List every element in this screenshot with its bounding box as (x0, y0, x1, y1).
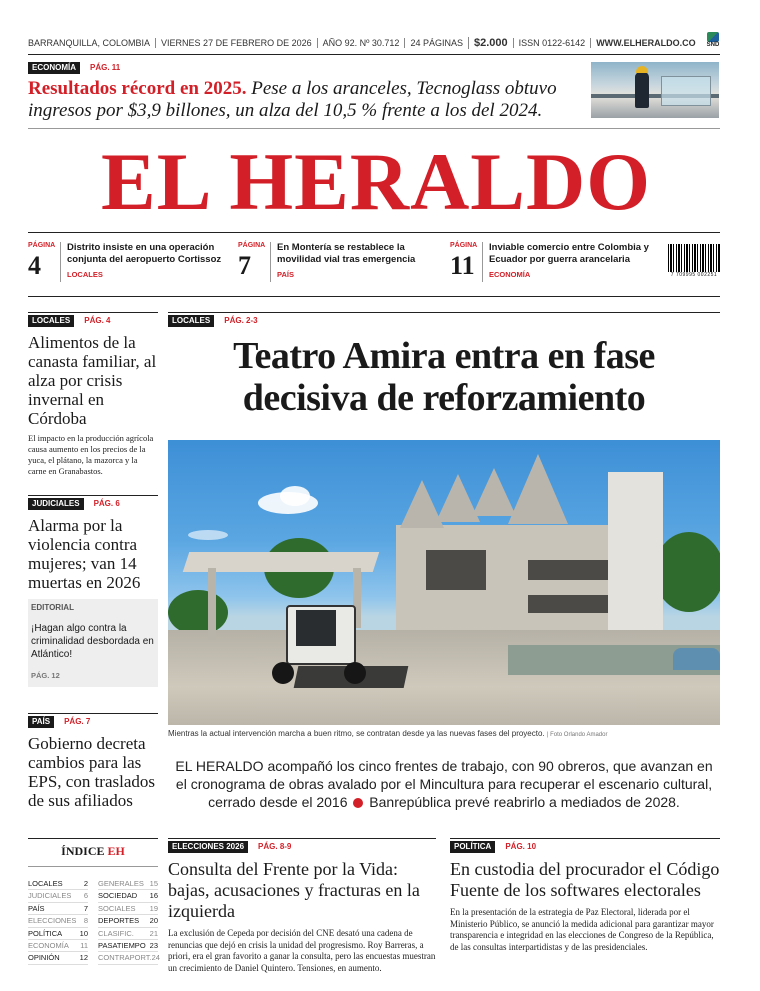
index-entry[interactable]: GENERALES 15 (98, 878, 158, 890)
page-ref[interactable]: PÁG. 7 (64, 717, 91, 726)
index-entry[interactable]: POLÍTICA 10 (28, 928, 88, 940)
story-summary: El impacto en la producción agrícola causa aumento en los precios de la yuca, el plátano, la mazorca y la carne en Granabastos. (28, 433, 154, 476)
section-tag: ECONOMÍA (28, 62, 80, 74)
section-tag: JUDICIALES (28, 498, 84, 510)
section-tag: LOCALES (28, 315, 74, 327)
index-text: En Montería se restablece la movilidad vial tras emergencia (277, 242, 416, 265)
index-section: LOCALES (67, 270, 103, 279)
price: $2.000 (468, 37, 513, 49)
story-summary: La exclusión de Cepeda por decisión del CNE desató una cadena de renuncias que dejó en crisis la unidad del progresismo. Roy Barreras, a priori, era el gran favorito a ganar la consulta, pero las encuestas muestran un crecimiento de Daniel Quintero. Tensiones, en aumento. (168, 928, 436, 973)
issn: ISSN 0122-6142 (513, 38, 591, 48)
main-headline[interactable]: Teatro Amira entra en fase decisiva de reforzamiento (233, 335, 655, 419)
story-headline: Consulta del Frente por la Vida: bajas, acusaciones y fracturas en la izquierda (168, 859, 420, 921)
photo-caption: Mientras la actual intervención marcha a buen ritmo, se contratan desde ya las nuevas fases del proyecto. | Foto Orlando Amador (168, 729, 608, 738)
story-consulta[interactable] (168, 840, 438, 974)
section-tag: POLÍTICA (450, 841, 495, 853)
barcode-icon (668, 244, 720, 282)
index-entry[interactable]: SOCIALES 19 (98, 903, 158, 915)
page-ref[interactable]: PÁG. 11 (90, 63, 121, 72)
story-headline: En custodia del procurador el Código Fuente de los softwares electorales (450, 859, 720, 900)
website-link[interactable]: WWW.ELHERALDO.CO (590, 38, 701, 48)
section-tag: PAÍS (28, 716, 54, 728)
barcode-digits: 7 709995 002251 (670, 272, 718, 278)
page-number: 11 (450, 251, 475, 280)
divider (28, 54, 720, 55)
editorial-box[interactable] (28, 599, 158, 687)
teaser-story[interactable] (28, 78, 588, 122)
story-canasta[interactable] (28, 314, 158, 477)
index-section: ECONOMÍA (489, 270, 531, 279)
divider (450, 838, 720, 839)
index-column (98, 878, 158, 965)
index-entry[interactable]: CONTRAPORT. 24 (98, 952, 158, 964)
photo-credit: | Foto Orlando Amador (546, 732, 608, 738)
page-count: 24 PÁGINAS (404, 38, 468, 48)
issue-number: AÑO 92. Nº 30.712 (317, 38, 405, 48)
teaser-photo (591, 62, 719, 118)
index-entry[interactable]: ELECCIONES 8 (28, 915, 88, 927)
index-entry[interactable]: ECONOMÍA 11 (28, 940, 88, 952)
page-number: 7 (238, 251, 251, 280)
teaser-tagline (28, 61, 120, 74)
divider (28, 232, 720, 233)
eh-logo: EH (107, 844, 125, 858)
page-ref[interactable]: PÁG. 2-3 (224, 316, 258, 325)
snd-badge-icon: SND (703, 32, 723, 52)
date: VIERNES 27 DE FEBRERO DE 2026 (155, 38, 317, 48)
index-entry[interactable]: OPINIÓN 12 (28, 952, 88, 964)
masthead-logo[interactable]: EL HERALDO (101, 136, 651, 227)
index-column (28, 878, 88, 965)
divider (28, 296, 720, 297)
teaser-lead: Resultados récord en 2025. (28, 78, 247, 99)
divider (28, 312, 158, 313)
index-entry[interactable]: PASATIEMPO 23 (98, 940, 158, 952)
page-index-item[interactable]: PÁGINA 7 En Montería se restablece la movilidad vial tras emergencia PAÍS (238, 242, 438, 282)
story-headline: Alarma por la violencia contra mujeres; van 14 muertas en 2026 (28, 516, 141, 592)
page-ref[interactable]: PÁG. 4 (84, 316, 111, 325)
main-photo (168, 440, 720, 725)
story-headline: Alimentos de la canasta familiar, al alza por crisis invernal en Córdoba (28, 333, 157, 428)
page-ref[interactable]: PÁG. 6 (93, 499, 120, 508)
divider (168, 312, 720, 313)
page-ref[interactable]: PÁG. 8-9 (258, 842, 292, 851)
page-index-item[interactable]: PÁGINA 11 Inviable comercio entre Colombia y Ecuador por guerra arancelaria ECONOMÍA (450, 242, 665, 282)
index-text: Inviable comercio entre Colombia y Ecuador por guerra arancelaria (489, 242, 649, 265)
index-title: ÍNDICE EH (61, 844, 125, 858)
divider (28, 866, 158, 867)
story-summary: En la presentación de la estrategia de Paz Electoral, liderada por el Ministerio Público, se anunció la medida adicional para garantizar mayor transparencia e integridad en las elecciones de Congreso de la República, de las consultas interpartidistas y de las presidenciales. (450, 907, 714, 952)
editorial-label: EDITORIAL (31, 603, 74, 612)
page-number: 4 (28, 251, 41, 280)
section-index (28, 878, 158, 965)
divider (28, 128, 720, 129)
story-eps[interactable] (28, 715, 158, 810)
city: BARRANQUILLA, COLOMBIA (28, 38, 151, 48)
story-headline: Gobierno decreta cambios para las EPS, con traslados de sus afiliados (28, 734, 156, 810)
divider (28, 838, 158, 839)
section-tag: LOCALES (168, 315, 214, 327)
story-codigo-fuente[interactable] (450, 840, 720, 953)
dateline (28, 36, 700, 50)
section-tag: ELECCIONES 2026 (168, 841, 248, 853)
index-entry[interactable]: LOCALES 2 (28, 878, 88, 890)
divider (168, 838, 436, 839)
index-entry[interactable]: PAÍS 7 (28, 903, 88, 915)
index-section: PAÍS (277, 270, 294, 279)
editorial-text: ¡Hagan algo contra la criminalidad desbordada en Atlántico! (31, 623, 154, 660)
divider (28, 713, 158, 714)
index-entry[interactable]: CLASIFIC. 21 (98, 928, 158, 940)
page-ref: PÁG. 12 (31, 671, 60, 680)
page-index-item[interactable]: PÁGINA 4 Distrito insiste en una operación conjunta del aeropuerto Cortissoz LOCALES (28, 242, 228, 282)
index-entry[interactable]: SOCIEDAD 16 (98, 890, 158, 902)
bullet-icon (353, 798, 363, 808)
main-tagline (168, 314, 258, 327)
divider (28, 495, 158, 496)
teaser-text: Pese a los aranceles, Tecnoglass obtuvo ingresos por $3,9 billones, un alza del 10,5 % frente a los del 2024. (28, 78, 557, 121)
story-violencia[interactable] (28, 497, 158, 592)
index-entry[interactable]: DEPORTES 20 (98, 915, 158, 927)
index-entry[interactable]: JUDICIALES 6 (28, 890, 88, 902)
page-ref[interactable]: PÁG. 10 (505, 842, 537, 851)
index-text: Distrito insiste en una operación conjunta del aeropuerto Cortissoz (67, 242, 222, 265)
main-lead[interactable]: EL HERALDO acompañó los cinco frentes de trabajo, con 90 obreros, que avanzan en el cronograma de obras avalado por el Mincultura para recuperar el escenario cultural, cerrado desde el 2016 Banrepública prevé reabrirlo a mediados de 2028. (175, 758, 713, 810)
